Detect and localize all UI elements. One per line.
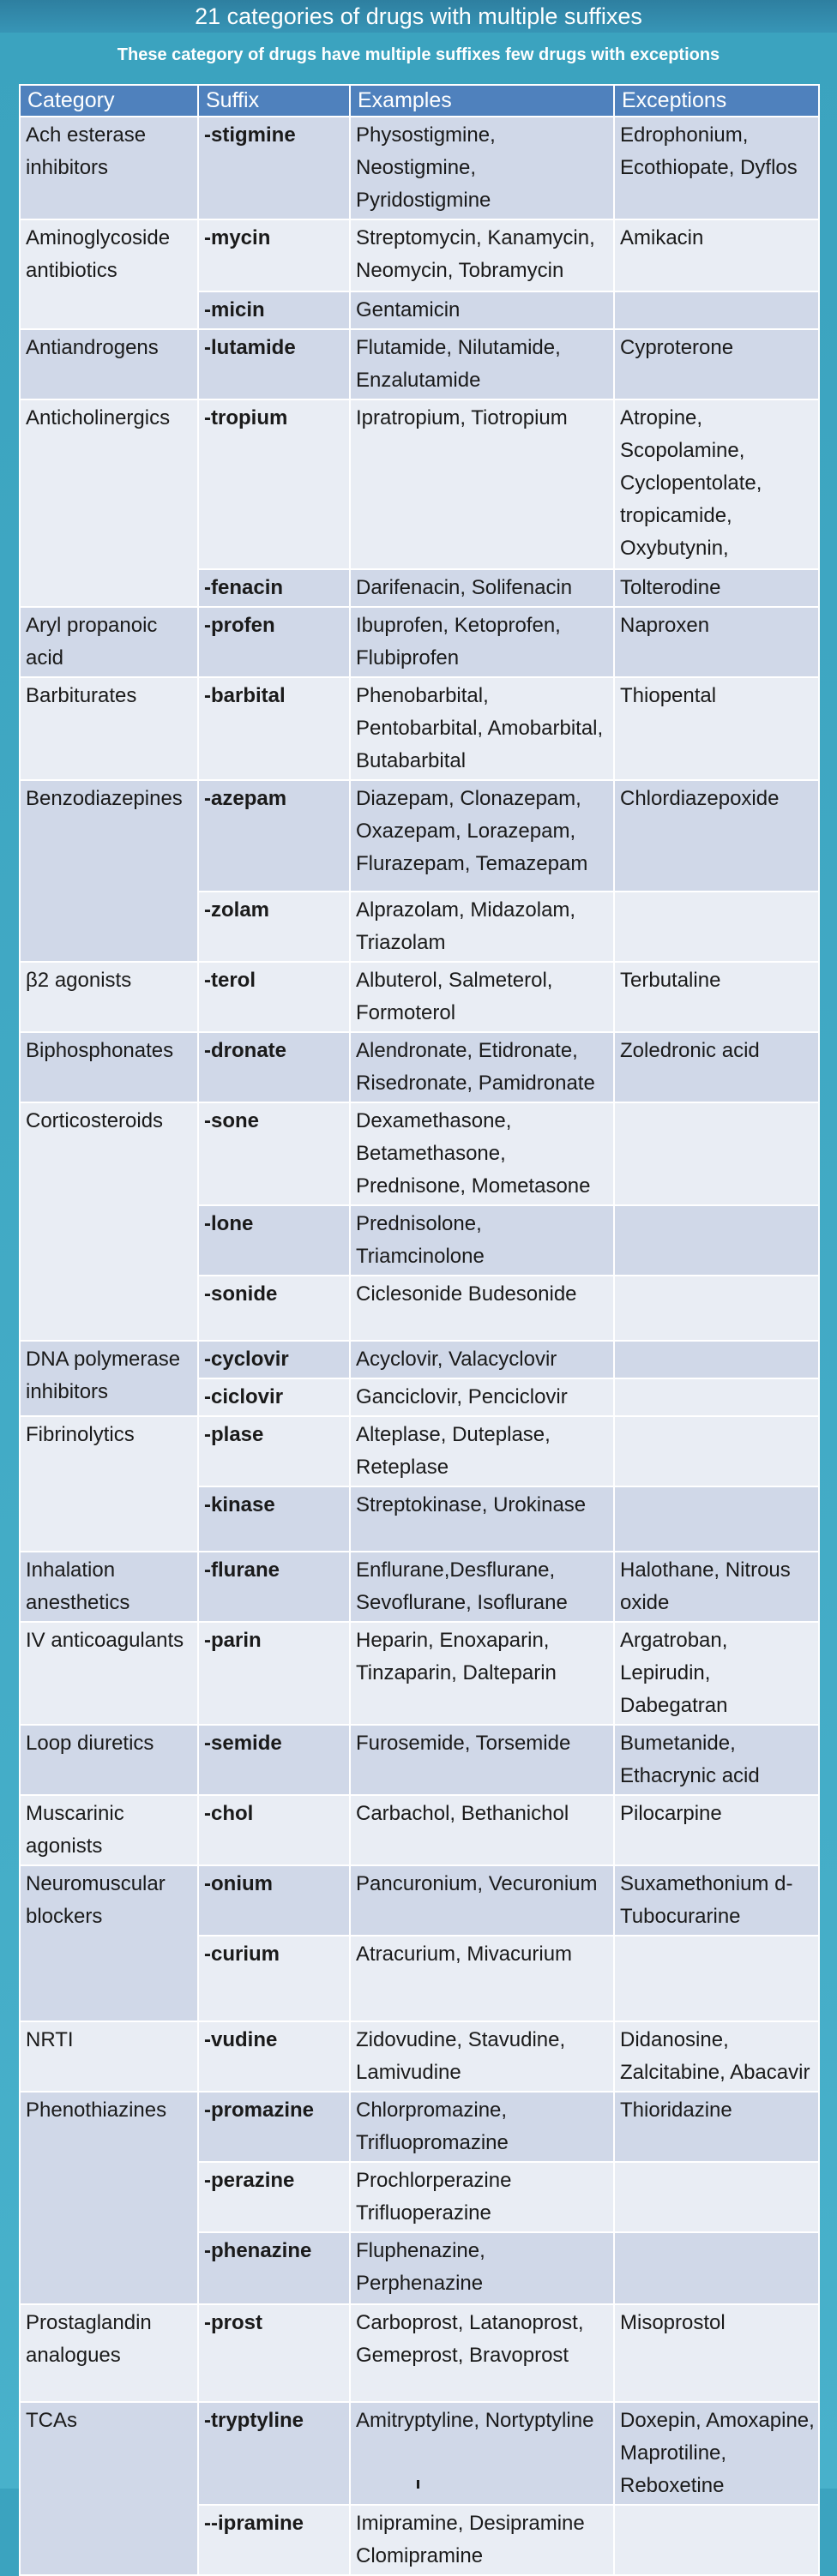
exceptions-cell xyxy=(614,1102,819,1205)
examples-cell: Prednisolone, Triamcinolone xyxy=(350,1205,614,1276)
examples-cell: Alteplase, Duteplase, Reteplase xyxy=(350,1416,614,1486)
table-row xyxy=(20,1865,819,1936)
suffix-cell: -perazine xyxy=(198,2162,350,2232)
table-row xyxy=(20,399,819,569)
examples-cell: Physostigmine, Neostigmine, Pyridostigmine xyxy=(350,117,614,219)
exceptions-cell xyxy=(614,1341,819,1378)
exceptions-cell: Misoprostol xyxy=(614,2304,819,2402)
bottom-tick-mark xyxy=(417,2480,419,2489)
exceptions-cell: Doxepin, Amoxapine, Maprotiline, Reboxetine xyxy=(614,2402,819,2505)
category-cell: Biphosphonates xyxy=(20,1032,198,1102)
suffix-cell: -sonide xyxy=(198,1276,350,1341)
category-cell: Fibrinolytics xyxy=(20,1416,198,1552)
table-row xyxy=(20,2092,819,2162)
suffix-cell: -mycin xyxy=(198,219,350,291)
drug-suffix-table xyxy=(19,84,820,2576)
category-cell: Aminoglycoside antibiotics xyxy=(20,219,198,329)
exceptions-cell: Pilocarpine xyxy=(614,1795,819,1865)
exceptions-cell xyxy=(614,1416,819,1486)
examples-cell: Zidovudine, Stavudine, Lamivudine xyxy=(350,2021,614,2092)
table-row xyxy=(20,2402,819,2505)
table-row xyxy=(20,677,819,780)
suffix-cell: -onium xyxy=(198,1865,350,1936)
exceptions-cell: Amikacin xyxy=(614,219,819,291)
suffix-cell: -terol xyxy=(198,962,350,1032)
category-cell: Ach esterase inhibitors xyxy=(20,117,198,219)
suffix-cell: -barbital xyxy=(198,677,350,780)
suffix-cell: -flurane xyxy=(198,1552,350,1622)
column-header-examples: Examples xyxy=(350,85,614,117)
exceptions-cell: Naproxen xyxy=(614,607,819,677)
category-cell: Prostaglandin analogues xyxy=(20,2304,198,2402)
suffix-cell: -phenazine xyxy=(198,2232,350,2304)
table-row xyxy=(20,780,819,892)
suffix-cell: -azepam xyxy=(198,780,350,892)
page-subtitle: These category of drugs have multiple suffixes few drugs with exceptions xyxy=(117,45,720,64)
examples-cell: Prochlorperazine Trifluoperazine xyxy=(350,2162,614,2232)
exceptions-cell: Argatroban, Lepirudin, Dabegatran xyxy=(614,1622,819,1725)
table-row xyxy=(20,607,819,677)
exceptions-cell xyxy=(614,1276,819,1341)
page-title: 21 categories of drugs with multiple suffixes xyxy=(0,0,837,33)
suffix-cell: -prost xyxy=(198,2304,350,2402)
suffix-cell: -lutamide xyxy=(198,329,350,399)
category-cell: Barbiturates xyxy=(20,677,198,780)
suffix-cell: -kinase xyxy=(198,1486,350,1552)
table-row xyxy=(20,2304,819,2402)
table-row xyxy=(20,1102,819,1205)
exceptions-cell xyxy=(614,1936,819,2021)
suffix-cell: -cyclovir xyxy=(198,1341,350,1378)
examples-cell: Fluphenazine, Perphenazine xyxy=(350,2232,614,2304)
category-cell: Phenothiazines xyxy=(20,2092,198,2304)
suffix-cell: -stigmine xyxy=(198,117,350,219)
category-cell: IV anticoagulants xyxy=(20,1622,198,1725)
suffix-cell: -promazine xyxy=(198,2092,350,2162)
exceptions-cell: Zoledronic acid xyxy=(614,1032,819,1102)
table-row xyxy=(20,2021,819,2092)
exceptions-cell: Suxamethonium d-Tubocurarine xyxy=(614,1865,819,1936)
examples-cell: Acyclovir, Valacyclovir xyxy=(350,1341,614,1378)
suffix-cell: -zolam xyxy=(198,892,350,962)
suffix-cell: -plase xyxy=(198,1416,350,1486)
examples-cell: Ganciclovir, Penciclovir xyxy=(350,1378,614,1416)
column-header-category: Category xyxy=(20,85,198,117)
table-row xyxy=(20,1725,819,1795)
suffix-cell: -lone xyxy=(198,1205,350,1276)
examples-cell: Ciclesonide Budesonide xyxy=(350,1276,614,1341)
category-cell: Anticholinergics xyxy=(20,399,198,607)
table-row xyxy=(20,329,819,399)
examples-cell: Chlorpromazine, Trifluopromazine xyxy=(350,2092,614,2162)
exceptions-cell xyxy=(614,2232,819,2304)
table-row xyxy=(20,1341,819,1378)
suffix-cell: -vudine xyxy=(198,2021,350,2092)
exceptions-cell: Didanosine, Zalcitabine, Abacavir xyxy=(614,2021,819,2092)
category-cell: β2 agonists xyxy=(20,962,198,1032)
examples-cell: Alprazolam, Midazolam, Triazolam xyxy=(350,892,614,962)
exceptions-cell xyxy=(614,2505,819,2575)
examples-cell: Streptomycin, Kanamycin, Neomycin, Tobramycin xyxy=(350,219,614,291)
examples-cell: Imipramine, Desipramine Clomipramine xyxy=(350,2505,614,2575)
table-row xyxy=(20,1795,819,1865)
examples-cell: Phenobarbital, Pentobarbital, Amobarbital, Butabarbital xyxy=(350,677,614,780)
category-cell: Corticosteroids xyxy=(20,1102,198,1341)
category-cell: TCAs xyxy=(20,2402,198,2575)
examples-cell: Heparin, Enoxaparin, Tinzaparin, Dalteparin xyxy=(350,1622,614,1725)
table-row xyxy=(20,1416,819,1486)
suffix-cell: -tropium xyxy=(198,399,350,569)
table-row xyxy=(20,219,819,291)
table-body xyxy=(20,117,819,2575)
suffix-cell: -semide xyxy=(198,1725,350,1795)
exceptions-cell: Tolterodine xyxy=(614,569,819,607)
category-cell: Antiandrogens xyxy=(20,329,198,399)
exceptions-cell: Chlordiazepoxide xyxy=(614,780,819,892)
category-cell: Loop diuretics xyxy=(20,1725,198,1795)
table-row xyxy=(20,1552,819,1622)
examples-cell: Dexamethasone, Betamethasone, Prednisone, Mometasone xyxy=(350,1102,614,1205)
examples-cell: Ibuprofen, Ketoprofen, Flubiprofen xyxy=(350,607,614,677)
suffix-cell: -fenacin xyxy=(198,569,350,607)
suffix-cell: -sone xyxy=(198,1102,350,1205)
examples-cell: Flutamide, Nilutamide, Enzalutamide xyxy=(350,329,614,399)
exceptions-cell xyxy=(614,2162,819,2232)
examples-cell: Darifenacin, Solifenacin xyxy=(350,569,614,607)
exceptions-cell xyxy=(614,1378,819,1416)
suffix-cell: -micin xyxy=(198,291,350,329)
exceptions-cell xyxy=(614,291,819,329)
exceptions-cell xyxy=(614,1205,819,1276)
suffix-cell: -ciclovir xyxy=(198,1378,350,1416)
suffix-cell: --ipramine xyxy=(198,2505,350,2575)
examples-cell: Amitryptyline, Nortyptyline xyxy=(350,2402,614,2505)
exceptions-cell: Cyproterone xyxy=(614,329,819,399)
suffix-cell: -parin xyxy=(198,1622,350,1725)
suffix-cell: -dronate xyxy=(198,1032,350,1102)
table-row xyxy=(20,1032,819,1102)
examples-cell: Diazepam, Clonazepam, Oxazepam, Lorazepam, Flurazepam, Temazepam xyxy=(350,780,614,892)
exceptions-cell: Thiopental xyxy=(614,677,819,780)
examples-cell: Gentamicin xyxy=(350,291,614,329)
category-cell: Inhalation anesthetics xyxy=(20,1552,198,1622)
examples-cell: Carbachol, Bethanichol xyxy=(350,1795,614,1865)
exceptions-cell: Terbutaline xyxy=(614,962,819,1032)
exceptions-cell: Halothane, Nitrous oxide xyxy=(614,1552,819,1622)
table-row xyxy=(20,1622,819,1725)
examples-cell: Streptokinase, Urokinase xyxy=(350,1486,614,1552)
examples-cell: Albuterol, Salmeterol, Formoterol xyxy=(350,962,614,1032)
category-cell: Neuromuscular blockers xyxy=(20,1865,198,2021)
exceptions-cell: Atropine, Scopolamine, Cyclopentolate, tropicamide, Oxybutynin, xyxy=(614,399,819,569)
examples-cell: Ipratropium, Tiotropium xyxy=(350,399,614,569)
examples-cell: Enflurane,Desflurane, Sevoflurane, Isoflurane xyxy=(350,1552,614,1622)
category-cell: Benzodiazepines xyxy=(20,780,198,962)
column-header-suffix: Suffix xyxy=(198,85,350,117)
column-header-exceptions: Exceptions xyxy=(614,85,819,117)
examples-cell: Atracurium, Mivacurium xyxy=(350,1936,614,2021)
table-row xyxy=(20,117,819,219)
suffix-cell: -profen xyxy=(198,607,350,677)
suffix-cell: -curium xyxy=(198,1936,350,2021)
category-cell: Muscarinic agonists xyxy=(20,1795,198,1865)
examples-cell: Furosemide, Torsemide xyxy=(350,1725,614,1795)
exceptions-cell xyxy=(614,892,819,962)
suffix-cell: -chol xyxy=(198,1795,350,1865)
exceptions-cell xyxy=(614,1486,819,1552)
exceptions-cell: Thioridazine xyxy=(614,2092,819,2162)
table-header-row xyxy=(20,85,819,117)
suffix-cell: -tryptyline xyxy=(198,2402,350,2505)
category-cell: DNA polymerase inhibitors xyxy=(20,1341,198,1416)
examples-cell: Pancuronium, Vecuronium xyxy=(350,1865,614,1936)
examples-cell: Carboprost, Latanoprost, Gemeprost, Bravoprost xyxy=(350,2304,614,2402)
examples-cell: Alendronate, Etidronate, Risedronate, Pamidronate xyxy=(350,1032,614,1102)
category-cell: Aryl propanoic acid xyxy=(20,607,198,677)
exceptions-cell: Bumetanide, Ethacrynic acid xyxy=(614,1725,819,1795)
table-row xyxy=(20,962,819,1032)
exceptions-cell: Edrophonium, Ecothiopate, Dyflos xyxy=(614,117,819,219)
category-cell: NRTI xyxy=(20,2021,198,2092)
